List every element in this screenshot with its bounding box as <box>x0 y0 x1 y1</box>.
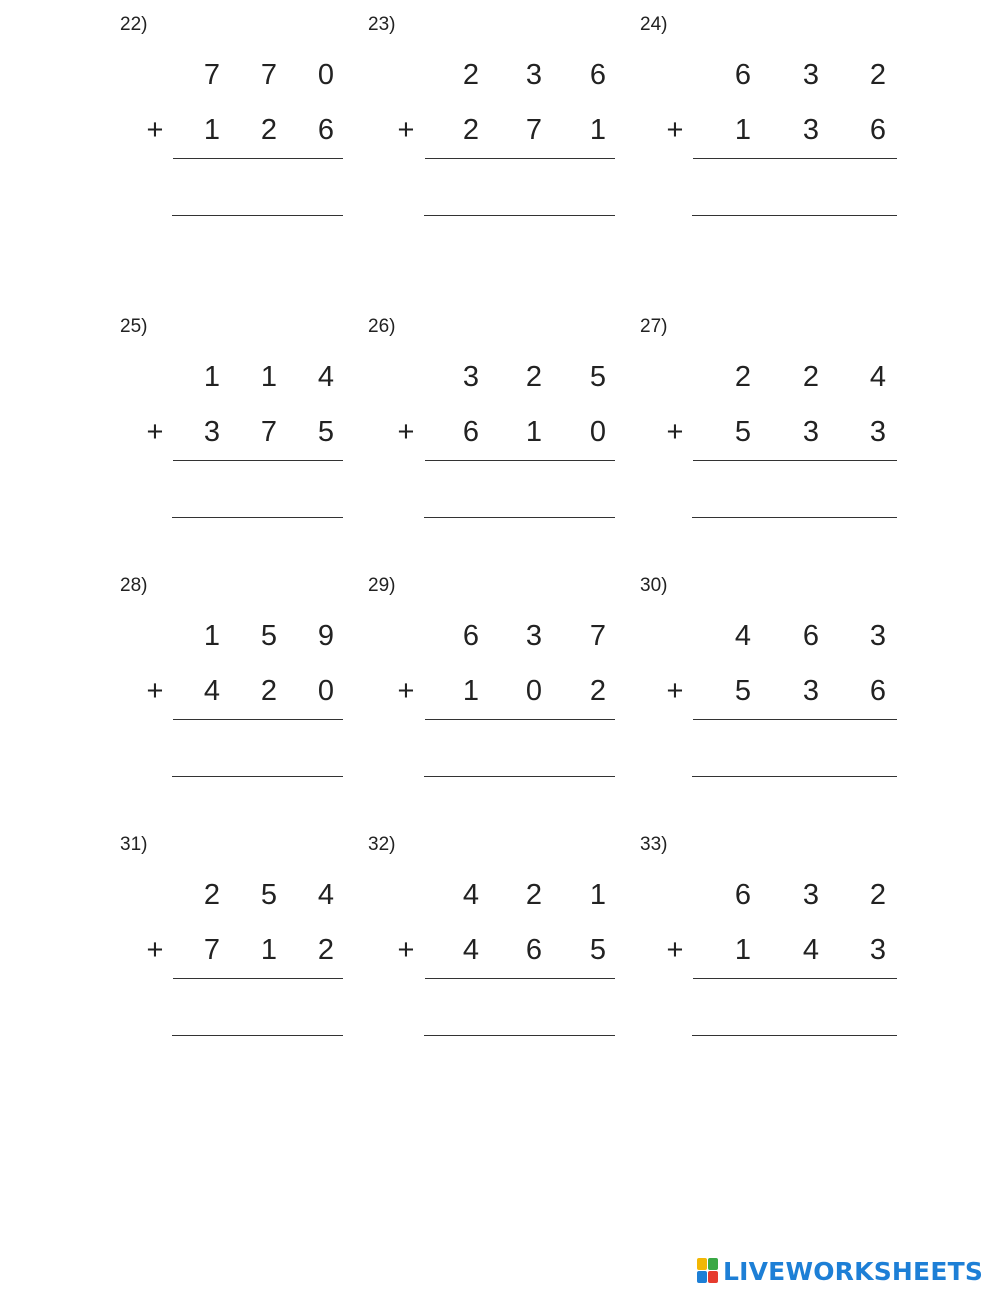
top-digit: 2 <box>869 59 887 91</box>
plus-sign: + <box>666 114 684 146</box>
bottom-digit: 4 <box>462 934 480 966</box>
top-digit: 7 <box>203 59 221 91</box>
bottom-digit: 6 <box>317 114 335 146</box>
problem-number: 30) <box>640 575 668 596</box>
bottom-digit: 1 <box>734 934 752 966</box>
sum-line <box>693 158 897 159</box>
bottom-digit: 2 <box>317 934 335 966</box>
plus-sign: + <box>666 934 684 966</box>
answer-line[interactable] <box>172 215 343 216</box>
plus-sign: + <box>146 675 164 707</box>
sum-line <box>173 719 343 720</box>
bottom-digit: 5 <box>589 934 607 966</box>
top-digit: 2 <box>869 879 887 911</box>
top-digit: 7 <box>589 620 607 652</box>
bottom-digit: 6 <box>869 114 887 146</box>
top-digit: 2 <box>203 879 221 911</box>
logo-text: LIVEWORKSHEETS <box>723 1256 984 1286</box>
plus-sign: + <box>397 934 415 966</box>
top-digit: 3 <box>802 59 820 91</box>
problem-number: 24) <box>640 14 668 35</box>
bottom-digit: 2 <box>260 675 278 707</box>
bottom-digit: 3 <box>869 934 887 966</box>
plus-sign: + <box>146 934 164 966</box>
top-digit: 2 <box>734 361 752 393</box>
top-digit: 7 <box>260 59 278 91</box>
top-digit: 3 <box>525 620 543 652</box>
bottom-digit: 4 <box>203 675 221 707</box>
sum-line <box>425 460 615 461</box>
top-digit: 1 <box>203 361 221 393</box>
problem-number: 31) <box>120 834 148 855</box>
bottom-digit: 7 <box>203 934 221 966</box>
bottom-digit: 0 <box>317 675 335 707</box>
bottom-digit: 3 <box>802 114 820 146</box>
logo-blocks-icon <box>697 1258 719 1284</box>
plus-sign: + <box>666 675 684 707</box>
top-digit: 2 <box>802 361 820 393</box>
answer-line[interactable] <box>692 1035 897 1036</box>
sum-line <box>425 978 615 979</box>
problem-number: 33) <box>640 834 668 855</box>
answer-line[interactable] <box>172 776 343 777</box>
bottom-digit: 2 <box>462 114 480 146</box>
bottom-digit: 5 <box>734 675 752 707</box>
bottom-digit: 3 <box>869 416 887 448</box>
answer-line[interactable] <box>424 776 615 777</box>
top-digit: 4 <box>462 879 480 911</box>
bottom-digit: 1 <box>525 416 543 448</box>
top-digit: 3 <box>525 59 543 91</box>
bottom-digit: 7 <box>525 114 543 146</box>
problem-number: 29) <box>368 575 396 596</box>
plus-sign: + <box>146 416 164 448</box>
sum-line <box>425 719 615 720</box>
sum-line <box>173 978 343 979</box>
bottom-digit: 3 <box>802 416 820 448</box>
problem-number: 25) <box>120 316 148 337</box>
top-digit: 6 <box>802 620 820 652</box>
top-digit: 1 <box>589 879 607 911</box>
bottom-digit: 1 <box>589 114 607 146</box>
top-digit: 1 <box>203 620 221 652</box>
liveworksheets-logo <box>697 1257 983 1285</box>
bottom-digit: 4 <box>802 934 820 966</box>
top-digit: 3 <box>462 361 480 393</box>
sum-line <box>693 719 897 720</box>
answer-line[interactable] <box>424 215 615 216</box>
answer-line[interactable] <box>424 517 615 518</box>
plus-sign: + <box>397 416 415 448</box>
bottom-digit: 5 <box>317 416 335 448</box>
top-digit: 4 <box>734 620 752 652</box>
bottom-digit: 6 <box>462 416 480 448</box>
plus-sign: + <box>146 114 164 146</box>
answer-line[interactable] <box>172 1035 343 1036</box>
bottom-digit: 1 <box>462 675 480 707</box>
bottom-digit: 1 <box>260 934 278 966</box>
sum-line <box>693 460 897 461</box>
top-digit: 5 <box>260 620 278 652</box>
bottom-digit: 3 <box>203 416 221 448</box>
bottom-digit: 2 <box>589 675 607 707</box>
answer-line[interactable] <box>424 1035 615 1036</box>
answer-line[interactable] <box>692 776 897 777</box>
top-digit: 5 <box>260 879 278 911</box>
plus-sign: + <box>397 675 415 707</box>
bottom-digit: 6 <box>869 675 887 707</box>
sum-line <box>425 158 615 159</box>
bottom-digit: 6 <box>525 934 543 966</box>
bottom-digit: 0 <box>589 416 607 448</box>
bottom-digit: 2 <box>260 114 278 146</box>
top-digit: 3 <box>869 620 887 652</box>
sum-line <box>693 978 897 979</box>
plus-sign: + <box>666 416 684 448</box>
top-digit: 4 <box>317 879 335 911</box>
bottom-digit: 1 <box>203 114 221 146</box>
problem-number: 26) <box>368 316 396 337</box>
problem-number: 32) <box>368 834 396 855</box>
bottom-digit: 5 <box>734 416 752 448</box>
top-digit: 2 <box>462 59 480 91</box>
top-digit: 6 <box>734 879 752 911</box>
sum-line <box>173 158 343 159</box>
top-digit: 5 <box>589 361 607 393</box>
bottom-digit: 7 <box>260 416 278 448</box>
problem-number: 22) <box>120 14 148 35</box>
top-digit: 9 <box>317 620 335 652</box>
problem-number: 23) <box>368 14 396 35</box>
bottom-digit: 3 <box>802 675 820 707</box>
plus-sign: + <box>397 114 415 146</box>
answer-line[interactable] <box>692 215 897 216</box>
bottom-digit: 1 <box>734 114 752 146</box>
answer-line[interactable] <box>692 517 897 518</box>
sum-line <box>173 460 343 461</box>
top-digit: 0 <box>317 59 335 91</box>
bottom-digit: 0 <box>525 675 543 707</box>
top-digit: 4 <box>317 361 335 393</box>
top-digit: 6 <box>589 59 607 91</box>
top-digit: 4 <box>869 361 887 393</box>
problem-number: 28) <box>120 575 148 596</box>
top-digit: 2 <box>525 879 543 911</box>
problem-number: 27) <box>640 316 668 337</box>
top-digit: 1 <box>260 361 278 393</box>
top-digit: 6 <box>734 59 752 91</box>
answer-line[interactable] <box>172 517 343 518</box>
top-digit: 6 <box>462 620 480 652</box>
top-digit: 2 <box>525 361 543 393</box>
top-digit: 3 <box>802 879 820 911</box>
